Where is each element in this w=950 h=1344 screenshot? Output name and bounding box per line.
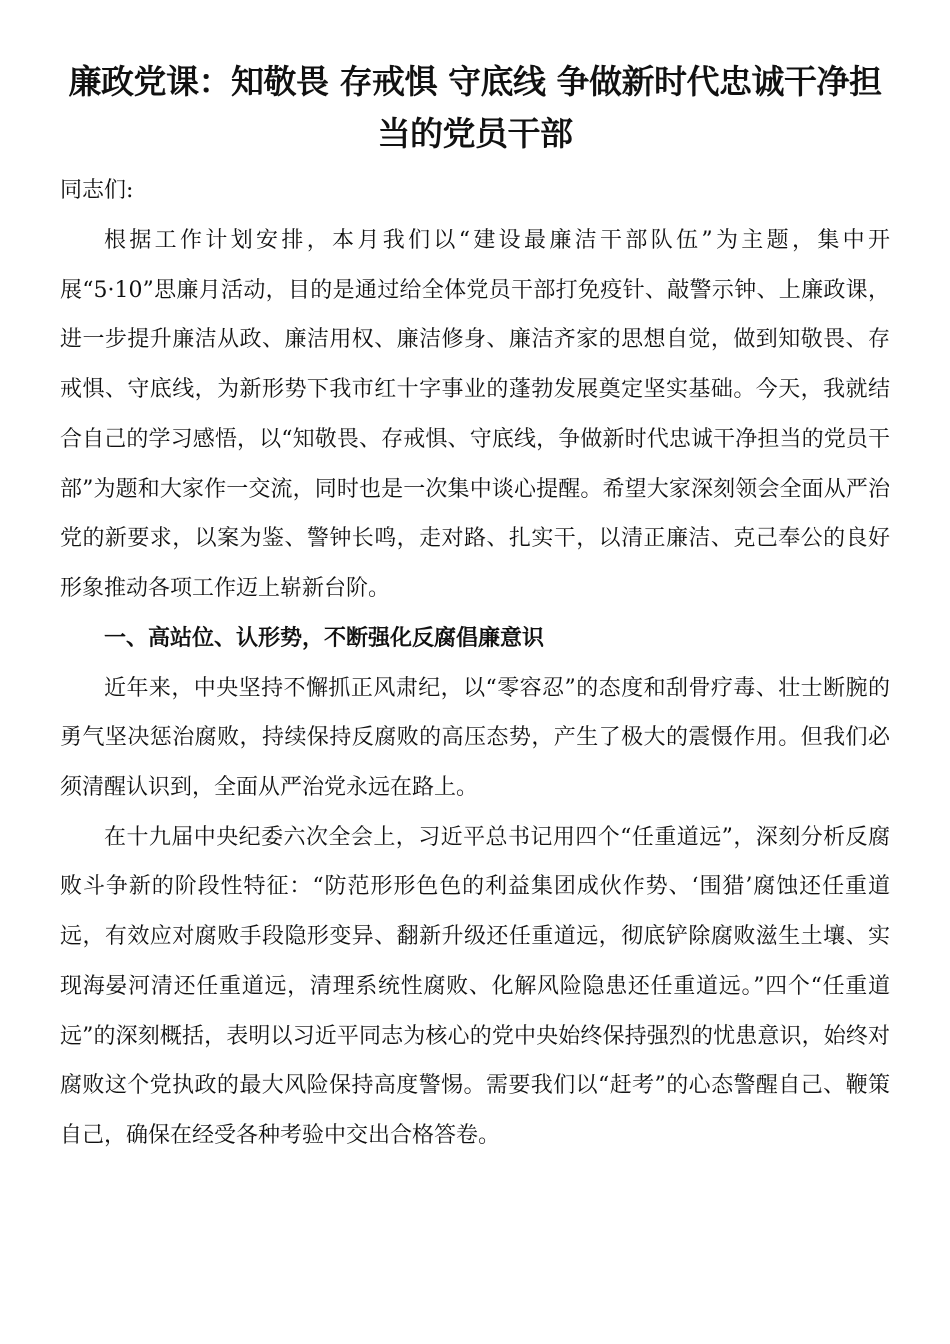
section-heading: 一、高站位、认形势，不断强化反腐倡廉意识 [104, 625, 545, 651]
intro-paragraph: 根据工作计划安排，本月我们以“建设最廉洁干部队伍”为主题，集中开展“5·10”思廉月活动，目的是通过给全体党员干部打免疫针、敲警示钟、上廉政课，进一步提升廉洁从政、廉洁用权、廉洁修身、廉洁齐家的思想自觉，做到知敬畏、存戒惧、守底线，为新形势下我市红十字事业的蓬勃发展奠定坚实基础。今天，我就结合自己的学习感悟，以“知敬畏、存戒惧、守底线，争做新时代忠诚干净担当的党员干部”为题和大家作一交流，同时也是一次集中谈心提醒。希望大家深刻领会全面从严治党的新要求，以案为鉴、警钟长鸣，走对路、扎实干，以清正廉洁、克己奉公的良好形象推动各项工作迈上崭新台阶。 [60, 228, 890, 601]
section-paragraph: 近年来，中央坚持不懈抓正风肃纪，以“零容忍”的态度和刮骨疗毒、壮士断腕的勇气坚决惩治腐败，持续保持反腐败的高压态势，产生了极大的震慑作用。但我们必须清醒认识到，全面从严治党永远在路上。 [60, 675, 890, 801]
section-paragraph: 在十九届中央纪委六次全会上，习近平总书记用四个“任重道远”，深刻分析反腐败斗争新的阶段性特征：“防范形形色色的利益集团成伙作势、‘围猎’腐蚀还任重道远，有效应对腐败手段隐形变异、翻新升级还任重道远，彻底铲除腐败滋生土壤、实现海晏河清还任重道远，清理系统性腐败、化解风险隐患还任重道远。”四个“任重道远”的深刻概括，表明以习近平同志为核心的党中央始终保持强烈的忧患意识，始终对腐败这个党执政的最大风险保持高度警惕。需要我们以“赶考”的心态警醒自己、鞭策自己，确保在经受各种考验中交出合格答卷。 [60, 824, 890, 1148]
document-title: 廉政党课：知敬畏 存戒惧 守底线 争做新时代忠诚干净担当的党员干部 [68, 62, 882, 153]
document-page [60, 56, 890, 1161]
greeting: 同志们: [60, 178, 134, 203]
